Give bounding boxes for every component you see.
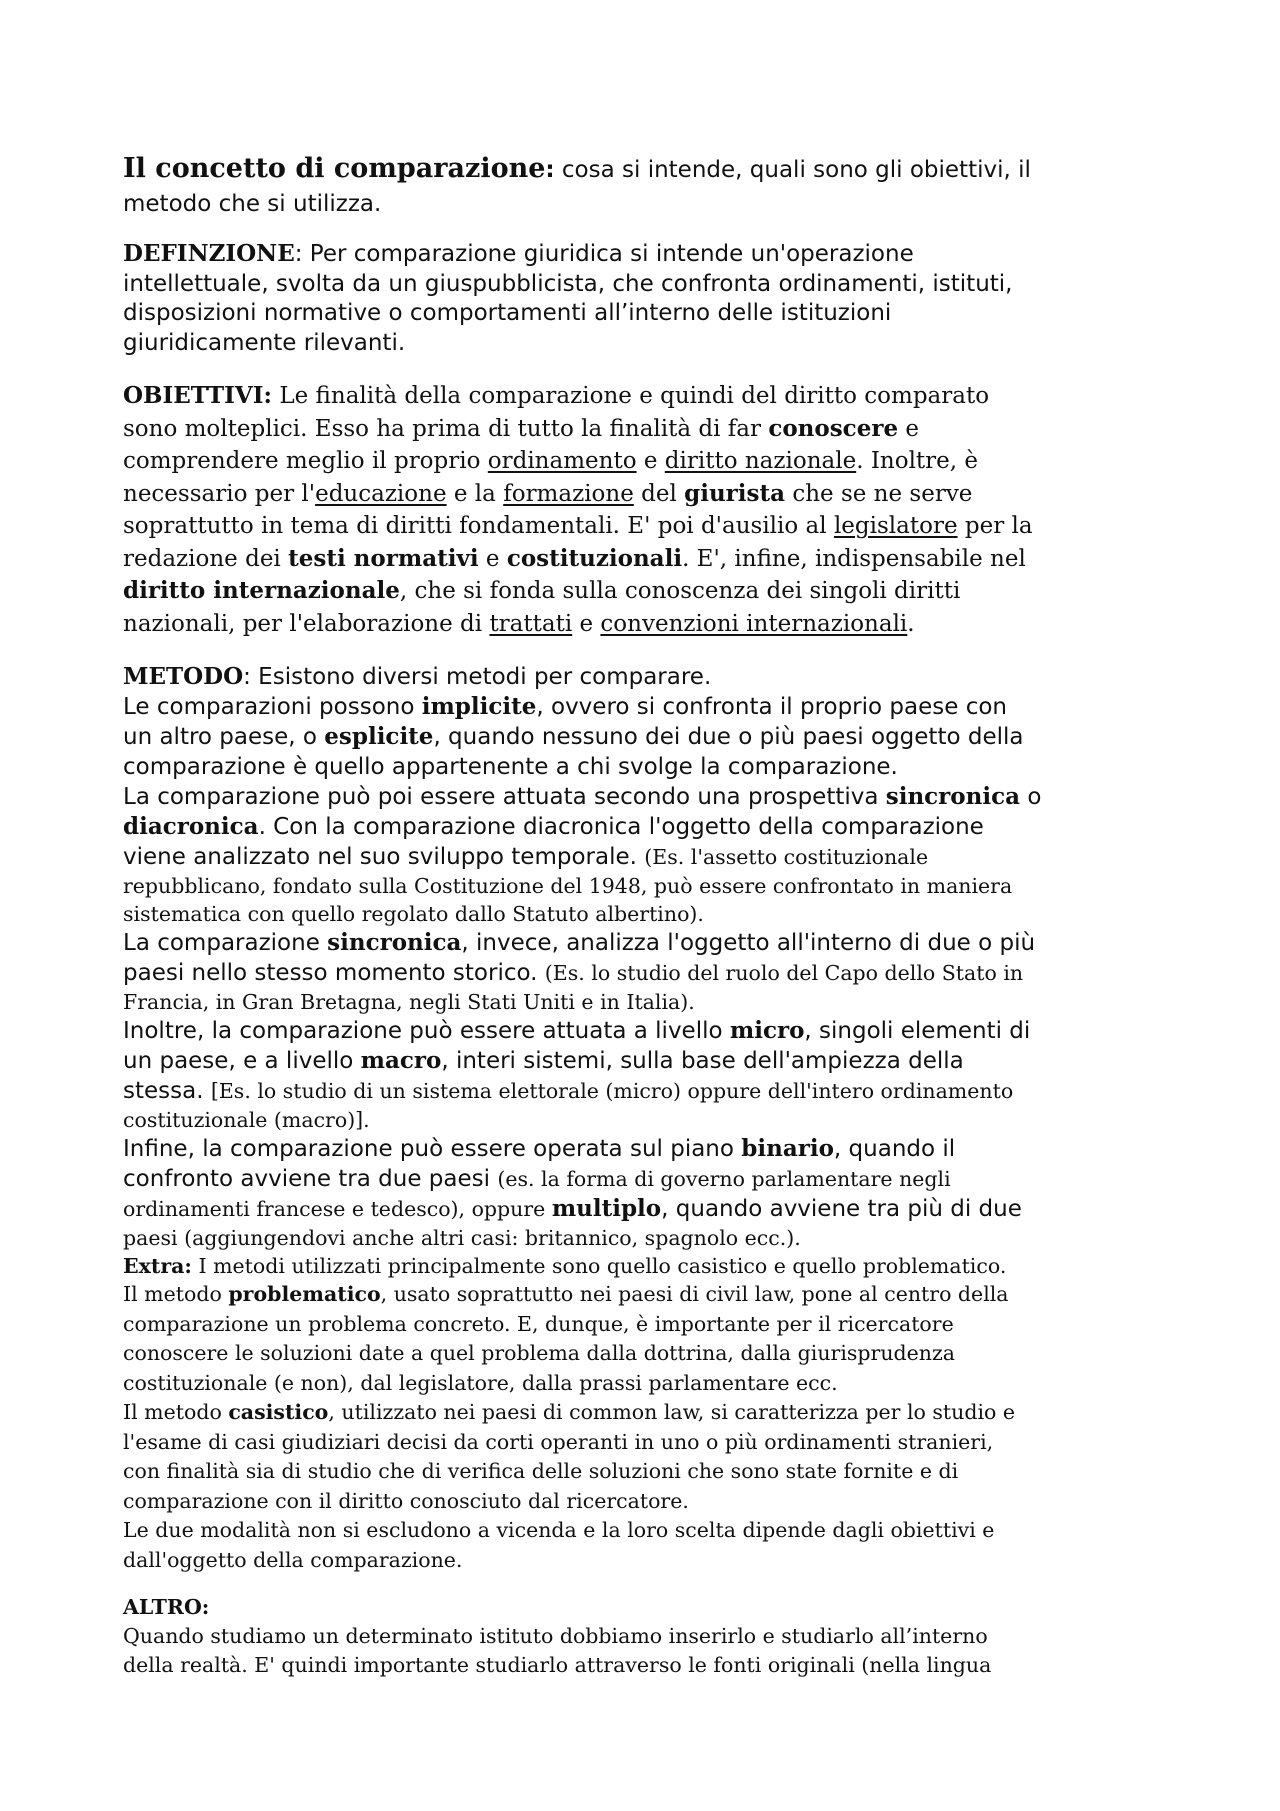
obiettivi-text: che se ne serve <box>785 480 973 507</box>
metodo-text: costituzionale (e non), dal legislatore, dalla prassi parlamentare ecc. <box>123 1370 838 1395</box>
definizione-line: : Per comparazione giuridica si intende un'operazione <box>294 241 914 267</box>
obiettivi-bold: costituzionali <box>506 544 683 572</box>
metodo-bold: problematico <box>228 1282 381 1306</box>
obiettivi-section <box>123 380 1178 640</box>
definizione-label: DEFINZIONE <box>123 240 295 267</box>
obiettivi-text: necessario per l' <box>123 480 316 507</box>
title-rest: cosa si intende, quali sono gli obiettivi, il <box>554 157 1031 183</box>
obiettivi-text: e la <box>446 480 504 507</box>
metodo-example: sistematica con quello regolato dallo Statuto albertino). <box>123 902 704 926</box>
metodo-example: [Es. lo studio di un sistema elettorale (micro) oppure dell'intero ordinamento <box>210 1079 1014 1103</box>
metodo-bold: sincronica <box>885 783 1021 810</box>
metodo-text: Inoltre, la comparazione può essere attuata a livello <box>123 1018 730 1044</box>
metodo-bold: esplicite <box>324 723 434 750</box>
metodo-example: repubblicano, fondato sulla Costituzione del 1948, può essere confrontato in maniera <box>123 874 1013 898</box>
obiettivi-text: . Inoltre, è <box>856 448 979 474</box>
metodo-section <box>123 662 1178 1575</box>
metodo-text: stessa. <box>123 1078 211 1104</box>
metodo-bold: multiplo <box>551 1195 662 1222</box>
obiettivi-bold: testi normativi <box>288 544 479 572</box>
obiettivi-text: nazionali, per l'elaborazione di <box>123 610 490 637</box>
metodo-text: , quando nessuno dei due o più paesi oggetto della <box>433 724 1024 750</box>
definizione-line: intellettuale, svolta da un giuspubblicista, che confronta ordinamenti, istituti, <box>123 270 1013 297</box>
obiettivi-underline: trattati <box>489 610 573 637</box>
metodo-text: un paese, e a livello <box>123 1048 361 1074</box>
obiettivi-underline: legislatore <box>833 513 958 539</box>
document-page <box>123 152 1178 1680</box>
obiettivi-text: e <box>898 415 920 442</box>
metodo-text: Il metodo <box>123 1400 229 1424</box>
metodo-example: (es. la forma di governo parlamentare negli <box>497 1167 951 1191</box>
obiettivi-underline: ordinamento <box>487 448 637 474</box>
metodo-text: Le comparazioni possono <box>123 694 422 720</box>
altro-section <box>123 1593 1178 1680</box>
metodo-bold: casistico <box>228 1400 329 1424</box>
obiettivi-text: per la <box>957 513 1033 539</box>
obiettivi-bold: giurista <box>684 479 786 507</box>
obiettivi-text: soprattutto in tema di diritti fondamentali. E' poi d'ausilio al <box>123 513 834 539</box>
metodo-text: . Con la comparazione diacronica l'oggetto della comparazione <box>258 814 984 840</box>
metodo-example: ordinamenti francese e tedesco), oppure <box>123 1197 552 1221</box>
metodo-example: (Es. l'assetto costituzionale <box>644 845 929 869</box>
metodo-text: comparazione è quello appartenente a chi svolge la comparazione. <box>123 754 898 780</box>
metodo-text: La comparazione può poi essere attuata secondo una prospettiva <box>123 784 886 810</box>
title-bold: Il concetto di comparazione <box>123 153 546 184</box>
metodo-text: Le due modalità non si escludono a vicenda e la loro scelta dipende dagli obiettivi e <box>123 1518 995 1542</box>
metodo-text: con finalità sia di studio che di verifica delle soluzioni che sono state fornite e di <box>123 1459 959 1483</box>
metodo-text: Infine, la comparazione può essere operata sul piano <box>123 1136 742 1162</box>
obiettivi-underline: diritto nazionale <box>664 448 857 474</box>
metodo-text: , usato soprattutto nei paesi di civil law, pone al centro della <box>380 1282 1009 1306</box>
metodo-text: , singoli elementi di <box>804 1018 1031 1044</box>
metodo-bold: sincronica <box>327 929 462 956</box>
metodo-text: dall'oggetto della comparazione. <box>123 1547 463 1572</box>
obiettivi-text: . <box>907 610 915 637</box>
obiettivi-text: redazione dei <box>123 545 289 572</box>
metodo-example: (Es. lo studio del ruolo del Capo dello Stato in <box>544 961 1024 985</box>
metodo-bold: binario <box>741 1135 834 1162</box>
altro-label: ALTRO: <box>123 1595 210 1619</box>
metodo-bold: diacronica <box>123 813 259 840</box>
altro-text: Quando studiamo un determinato istituto dobbiamo inserirlo e studiarlo all’interno <box>123 1624 988 1648</box>
metodo-text: comparazione con il diritto conosciuto dal ricercatore. <box>123 1488 689 1513</box>
title-colon: : <box>545 157 555 183</box>
obiettivi-underline: educazione <box>315 480 447 507</box>
obiettivi-text: e <box>636 448 665 474</box>
metodo-text: La comparazione <box>123 930 328 956</box>
obiettivi-bold: conoscere <box>768 414 899 442</box>
metodo-text: confronto avviene tra due paesi <box>123 1166 498 1192</box>
metodo-text: viene analizzato nel suo sviluppo temporale. <box>123 844 645 870</box>
metodo-text: comparazione un problema concreto. E, dunque, è importante per il ricercatore <box>123 1311 954 1336</box>
definizione-line: disposizioni normative o comportamenti all’interno delle istituzioni <box>123 300 892 326</box>
extra-label: Extra: <box>123 1254 192 1278</box>
metodo-text: , quando il <box>833 1136 956 1162</box>
obiettivi-text: del <box>633 480 685 507</box>
metodo-text: o <box>1020 784 1042 810</box>
metodo-text: paesi (aggiungendovi anche altri casi: britannico, spagnolo ecc.). <box>123 1226 801 1250</box>
metodo-bold: macro <box>360 1047 442 1074</box>
obiettivi-label: OBIETTIVI: <box>123 382 273 409</box>
metodo-text: I metodi utilizzati principalmente sono quello casistico e quello problematico. <box>191 1254 1007 1278</box>
metodo-text: , ovvero si confronta il proprio paese con <box>536 694 1007 720</box>
obiettivi-text: e <box>572 610 601 637</box>
altro-text: della realtà. E' quindi importante studiarlo attraverso le fonti originali (nella lingua <box>123 1653 992 1677</box>
title-line2: metodo che si utilizza. <box>123 191 382 217</box>
obiettivi-text: , che si fonda sulla conoscenza dei singoli diritti <box>399 578 961 604</box>
metodo-text: , invece, analizza l'oggetto all'interno di due o più <box>461 930 1036 956</box>
metodo-bold: micro <box>729 1017 805 1044</box>
obiettivi-text: comprendere meglio il proprio <box>123 448 488 474</box>
metodo-text: paesi nello stesso momento storico. <box>123 960 545 986</box>
definizione-section <box>123 239 1178 358</box>
obiettivi-underline: formazione <box>503 480 634 507</box>
metodo-example: Francia, in Gran Bretagna, negli Stati Uniti e in Italia). <box>123 990 695 1014</box>
definizione-line: giuridicamente rilevanti. <box>123 329 406 356</box>
metodo-text: , interi sistemi, sulla base dell'ampiezza della <box>441 1048 964 1074</box>
metodo-text: : Esistono diversi metodi per comparare. <box>243 664 712 690</box>
obiettivi-text: Le finalità della comparazione e quindi del diritto comparato <box>272 383 990 409</box>
metodo-example: costituzionale (macro)]. <box>123 1108 370 1132</box>
metodo-text: l'esame di casi giudiziari decisi da corti operanti in uno o più ordinamenti stranieri, <box>123 1429 994 1454</box>
metodo-text: conoscere le soluzioni date a quel problema dalla dottrina, dalla giurisprudenza <box>123 1341 956 1365</box>
metodo-bold: implicite <box>421 693 537 720</box>
obiettivi-bold: diritto internazionale <box>123 577 400 604</box>
document-title <box>123 152 1178 221</box>
metodo-text: , utilizzato nei paesi di common law, si caratterizza per lo studio e <box>328 1400 1016 1424</box>
obiettivi-text: sono molteplici. Esso ha prima di tutto la finalità di far <box>123 415 769 442</box>
obiettivi-text: e <box>478 545 507 572</box>
metodo-text: Il metodo <box>123 1282 229 1306</box>
obiettivi-underline: convenzioni internazionali <box>600 610 908 637</box>
obiettivi-text: . E', infine, indispensabile nel <box>682 545 1026 572</box>
metodo-text: un altro paese, o <box>123 724 325 750</box>
metodo-label: METODO <box>123 663 244 690</box>
metodo-text: , quando avviene tra più di due <box>661 1196 1022 1222</box>
